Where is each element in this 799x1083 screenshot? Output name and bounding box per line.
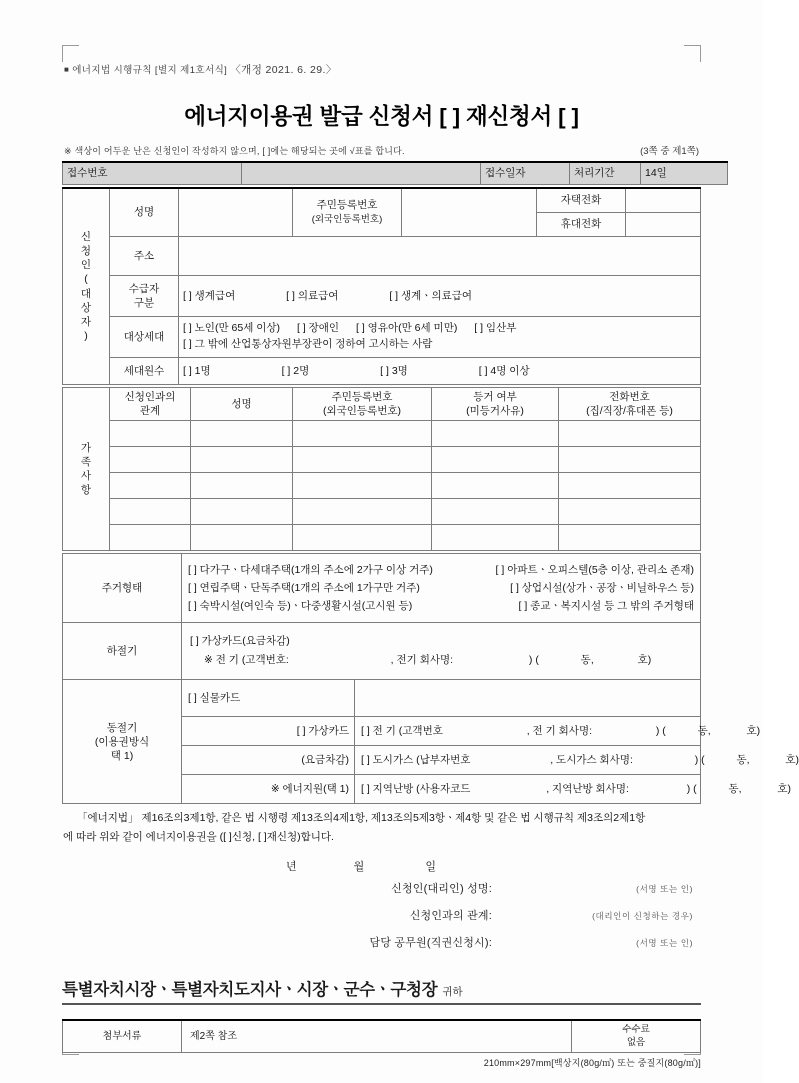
family-cell-relation[interactable]	[110, 447, 191, 473]
housing-option-lodging[interactable]: [ ] 숙박시설(여인숙 등)ㆍ다중생활시설(고시원 등)	[188, 600, 413, 613]
family-col-relation-line1: 신청인과의	[124, 391, 176, 403]
applicant-address-input[interactable]	[179, 237, 701, 276]
table-row	[63, 447, 701, 473]
family-cell-relation[interactable]	[110, 421, 191, 447]
family-cell-phone[interactable]	[559, 421, 701, 447]
receipt-table	[62, 161, 728, 185]
family-col-relation-line2: 관계	[139, 405, 161, 418]
declaration-line-1-text: 「에너지법」 제16조의3제1항, 같은 법 시행령 제13조의4제1항, 제13조의5제3항ㆍ제4항 및 같은 법 시행규칙 제3조의2제1항	[77, 812, 646, 825]
family-section-label-char-0: 가	[80, 441, 92, 454]
winter-company-label-districtheat: , 지역난방 회사명:	[546, 783, 629, 796]
date-day-label[interactable]: 일	[425, 861, 438, 874]
family-cell-name[interactable]	[191, 525, 293, 551]
page-indicator: (3쪽 중 제1쪽)	[640, 146, 699, 157]
fee-label: 수수료	[622, 1024, 650, 1036]
member-count-options	[179, 358, 701, 385]
housing-type-options	[182, 554, 701, 623]
beneficiary-type-options	[179, 276, 701, 317]
winter-real-card-option[interactable]: [ ] 실물카드	[182, 680, 355, 717]
signature-note-applicant: (서명 또는 인)	[636, 884, 693, 895]
household-option-pregnant[interactable]: [ ] 임산부	[474, 322, 517, 335]
crop-mark-top-right	[684, 45, 701, 62]
family-cell-cohabit[interactable]	[432, 447, 559, 473]
processing-period-value: 14일	[641, 162, 728, 185]
form-revision-text: 〈개정 2021. 6. 29.〉	[230, 64, 337, 76]
winter-energy-electricity	[355, 717, 761, 746]
receipt-row	[63, 162, 728, 185]
receipt-number-label: 접수번호	[63, 162, 242, 185]
family-col-phone-line1: 전화번호	[609, 391, 650, 403]
housing-option-multifamily[interactable]: [ ] 다가구ㆍ다세대주택(1개의 주소에 2가구 이상 거주)	[188, 564, 433, 577]
family-col-cohabit	[432, 388, 559, 421]
signature-list	[62, 880, 701, 950]
summer-row	[63, 623, 701, 680]
winter-label-line1: 동절기	[106, 721, 138, 734]
summer-options	[182, 623, 701, 680]
family-cell-name[interactable]	[191, 473, 293, 499]
summer-energy-note: ※ 전 기 (고객번호:	[204, 654, 289, 667]
signature-note-relation: (대리인이 신청하는 경우)	[592, 911, 693, 922]
housing-option-religious[interactable]: [ ] 종교ㆍ복지시설 등 그 밖의 주거형태	[518, 600, 694, 613]
table-row	[63, 473, 701, 499]
applicant-section-label-char-6: 자	[80, 315, 92, 328]
applicant-rrn-label-main: 주민등록번호	[316, 199, 378, 211]
member-option-4plus[interactable]: [ ] 4명 이상	[478, 364, 530, 377]
declaration-text	[63, 809, 700, 846]
family-col-relation	[110, 388, 191, 421]
family-cell-rrn[interactable]	[293, 447, 432, 473]
household-option-disabled[interactable]: [ ] 장애인	[296, 322, 340, 335]
summer-electricity-line	[190, 651, 692, 670]
applicant-section-label-char-3: (	[84, 273, 88, 286]
family-section-label	[63, 388, 110, 551]
family-table	[62, 387, 701, 551]
form-reference-line	[64, 62, 701, 77]
applicant-rrn-input[interactable]	[402, 188, 537, 237]
page-title: 에너지이용권 발급 신청서 [ ] 재신청서 [ ]	[184, 104, 579, 129]
applicant-home-phone-input[interactable]	[626, 188, 701, 213]
table-row	[63, 525, 701, 551]
table-row	[63, 421, 701, 447]
family-cell-phone[interactable]	[559, 473, 701, 499]
applicant-section-label-char-2: 인	[80, 259, 92, 272]
signature-note-officer: (서명 또는 인)	[636, 938, 693, 949]
housing-type-label: 주거형태	[63, 554, 182, 623]
signature-row-relation	[62, 907, 701, 923]
summer-close-paren: ) (	[528, 654, 539, 667]
family-cell-cohabit[interactable]	[432, 499, 559, 525]
winter-label-line3: 택 1)	[110, 749, 134, 762]
housing-option-row-3	[188, 597, 694, 615]
winter-close-paren-electricity: ) (	[655, 725, 666, 738]
family-cell-name[interactable]	[191, 421, 293, 447]
family-col-rrn	[293, 388, 432, 421]
applicant-address-row	[63, 237, 701, 276]
signature-label-relation: 신청인과의 관계:	[409, 910, 492, 923]
applicant-home-phone-label: 자택전화	[537, 188, 626, 213]
bullet-square-icon: ■	[64, 65, 70, 74]
crop-mark-top-left	[62, 45, 79, 62]
applicant-name-input[interactable]	[179, 188, 293, 237]
winter-energy-note: ※ 에너지원(택 1)	[182, 775, 355, 804]
winter-energy-type-citygas[interactable]: [ ] 도시가스 (납부자번호	[361, 754, 471, 767]
family-col-name: 성명	[191, 388, 293, 421]
applicant-section-label-char-4: 대	[80, 287, 92, 300]
addressee	[62, 976, 701, 1005]
beneficiary-type-row	[63, 276, 701, 317]
member-count-row	[63, 358, 701, 385]
family-col-phone	[559, 388, 701, 421]
signature-label-officer: 담당 공무원(직권신청시):	[369, 937, 492, 950]
applicant-section-label-char-5: 상	[80, 301, 92, 314]
attachment-label: 첨부서류	[63, 1020, 182, 1052]
family-col-rrn-line1: 주민등록번호	[331, 391, 393, 403]
household-option-infant[interactable]: [ ] 영유아(만 6세 미만)	[356, 322, 458, 335]
housing-option-row-1	[188, 561, 694, 579]
member-option-2[interactable]: [ ] 2명	[281, 364, 310, 377]
applicant-rrn-label	[293, 188, 402, 237]
winter-company-label-citygas: , 도시가스 회사명:	[550, 754, 633, 767]
beneficiary-option-livelihood[interactable]: [ ] 생계급여	[183, 289, 236, 302]
winter-unit-dong-citygas: 동,	[736, 754, 750, 767]
signature-row-applicant	[62, 880, 701, 896]
housing-type-row	[63, 554, 701, 623]
addressee-suffix: 귀하	[442, 986, 463, 999]
signature-label-applicant: 신청인(대리인) 성명:	[391, 883, 492, 896]
family-cell-rrn[interactable]	[293, 421, 432, 447]
housing-option-row-2	[188, 579, 694, 597]
family-cell-cohabit[interactable]	[432, 525, 559, 551]
winter-virtual-card-option[interactable]: [ ] 가상카드	[182, 717, 355, 746]
winter-energy-type-districtheat[interactable]: [ ] 지역난방 (사용자코드	[361, 783, 471, 796]
date-month-label[interactable]: 월	[353, 861, 366, 874]
family-section-label-char-3: 항	[80, 484, 92, 497]
family-cell-rrn[interactable]	[293, 473, 432, 499]
winter-real-card-blank[interactable]	[355, 680, 701, 717]
winter-energy-citygas	[355, 746, 799, 775]
beneficiary-type-label	[110, 276, 179, 317]
addressee-title: 특별자치시장ㆍ특별자치도지사ㆍ시장ㆍ군수ㆍ구청장	[62, 981, 438, 1000]
instruction-row	[64, 143, 699, 157]
table-row	[63, 499, 701, 525]
winter-real-card-row	[63, 680, 701, 717]
family-header-row	[63, 388, 701, 421]
family-col-cohabit-line2: (미등거사유)	[466, 405, 524, 418]
summer-unit-dong: 동,	[580, 654, 594, 667]
applicant-mobile-phone-label: 휴대전화	[537, 213, 626, 237]
family-cell-relation[interactable]	[110, 525, 191, 551]
applicant-section-label	[63, 188, 110, 385]
family-cell-phone[interactable]	[559, 525, 701, 551]
winter-unit-dong-electricity: 동,	[697, 725, 711, 738]
family-cell-phone[interactable]	[559, 447, 701, 473]
fee-value: 없음	[626, 1037, 646, 1049]
winter-energy-districtheat	[355, 775, 792, 804]
member-option-3[interactable]: [ ] 3명	[380, 364, 408, 377]
applicant-name-label: 성명	[110, 188, 179, 237]
applicant-name-row	[63, 188, 701, 213]
applicant-section-label-char-0: 신	[80, 230, 92, 243]
summer-virtual-card[interactable]: [ ] 가상카드(요금차감)	[190, 635, 290, 648]
instruction-text: ※ 색상이 어두운 난은 신청인이 작성하지 않으며, [ ]에는 해당되는 곳에 √표를 합니다.	[64, 146, 405, 156]
receipt-date-label: 접수일자	[481, 162, 570, 185]
beneficiary-option-both[interactable]: [ ] 생계ㆍ의료급여	[389, 289, 473, 302]
family-cell-relation[interactable]	[110, 473, 191, 499]
household-option-other[interactable]: [ ] 그 밖에 산업통상자원부장관이 정하여 고시하는 사람	[183, 338, 433, 350]
beneficiary-option-medical[interactable]: [ ] 의료급여	[286, 289, 339, 302]
family-cell-rrn[interactable]	[293, 499, 432, 525]
signature-row-officer	[62, 934, 701, 950]
attachment-table	[62, 1019, 701, 1053]
winter-label-line2: (이용권방식	[94, 735, 150, 748]
housing-option-rowhouse[interactable]: [ ] 연립주택ㆍ단독주택(1개의 주소에 1가구만 거주)	[188, 582, 420, 595]
applicant-address-label: 주소	[110, 237, 179, 276]
applicant-table	[62, 187, 701, 385]
winter-unit-ho-citygas: 호)	[785, 754, 799, 767]
family-cell-name[interactable]	[191, 447, 293, 473]
family-col-phone-line2: (집/직장/휴대폰 등)	[586, 405, 673, 418]
receipt-number-field[interactable]	[242, 162, 481, 185]
target-household-label: 대상세대	[110, 317, 179, 358]
winter-virtual-card-sub: (요금차감)	[182, 746, 355, 775]
form-sheet	[62, 62, 799, 1069]
beneficiary-type-label-line2: 구분	[133, 297, 155, 309]
fee-cell	[572, 1020, 701, 1052]
housing-option-apartment[interactable]: [ ] 아파트ㆍ오피스텔(5층 이상, 관리소 존재)	[495, 564, 694, 577]
target-household-row	[63, 317, 701, 358]
winter-close-paren-citygas: ) (	[694, 754, 705, 767]
date-year-label[interactable]: 년	[285, 861, 298, 874]
declaration-line-1	[63, 809, 700, 827]
housing-option-commercial[interactable]: [ ] 상업시설(상가ㆍ공장ㆍ비닐하우스 등)	[510, 582, 694, 595]
family-section-label-char-1: 족	[80, 456, 92, 468]
household-option-elderly[interactable]: [ ] 노인(만 65세 이상)	[183, 322, 281, 335]
winter-unit-ho-districtheat: 호)	[777, 783, 792, 796]
family-cell-cohabit[interactable]	[432, 473, 559, 499]
family-section-label-char-2: 사	[80, 470, 92, 483]
applicant-rrn-label-sub: (외국인등록번호)	[311, 214, 383, 226]
processing-period-label: 처리기간	[570, 162, 641, 185]
family-cell-cohabit[interactable]	[432, 421, 559, 447]
beneficiary-type-label-line1: 수급자	[128, 282, 160, 295]
winter-energy-type-electricity[interactable]: [ ] 전 기 (고객번호	[361, 725, 443, 738]
form-reference-text: 에너지법 시행규칙 [별지 제1호서식]	[72, 65, 228, 76]
winter-unit-dong-districtheat: 동,	[728, 783, 742, 796]
paper-size-note: 210mm×297mm[백상지(80g/㎡) 또는 중질지(80g/㎡)]	[483, 1057, 701, 1068]
summer-label: 하절기	[63, 623, 182, 680]
family-cell-name[interactable]	[191, 499, 293, 525]
member-count-label: 세대원수	[110, 358, 179, 385]
attachment-row	[63, 1020, 701, 1052]
applicant-mobile-phone-input[interactable]	[626, 213, 701, 237]
attachment-value: 제2쪽 참조	[182, 1020, 572, 1052]
family-cell-phone[interactable]	[559, 499, 701, 525]
applicant-section-label-char-7: )	[84, 330, 88, 343]
family-col-rrn-line2: (외국인등록번호)	[323, 405, 401, 418]
winter-unit-ho-electricity: 호)	[746, 725, 761, 738]
winter-close-paren-districtheat: ) (	[686, 783, 697, 796]
summer-unit-ho: 호)	[637, 654, 652, 667]
applicant-section-label-char-1: 청	[80, 244, 92, 257]
declaration-line-2: 에 따라 위와 같이 에너지이용권을 ([ ]신청, [ ]재신청)합니다.	[63, 830, 334, 843]
family-col-cohabit-line1: 등거 여부	[473, 391, 517, 403]
winter-company-label-electricity: , 전 기 회사명:	[526, 725, 593, 738]
summer-company-label: , 전기 회사명:	[390, 654, 454, 667]
family-cell-rrn[interactable]	[293, 525, 432, 551]
family-cell-relation[interactable]	[110, 499, 191, 525]
date-line	[62, 858, 701, 874]
winter-label	[63, 680, 182, 804]
target-household-options	[179, 317, 701, 358]
member-option-1[interactable]: [ ] 1명	[183, 364, 211, 377]
housing-season-table	[62, 553, 799, 804]
